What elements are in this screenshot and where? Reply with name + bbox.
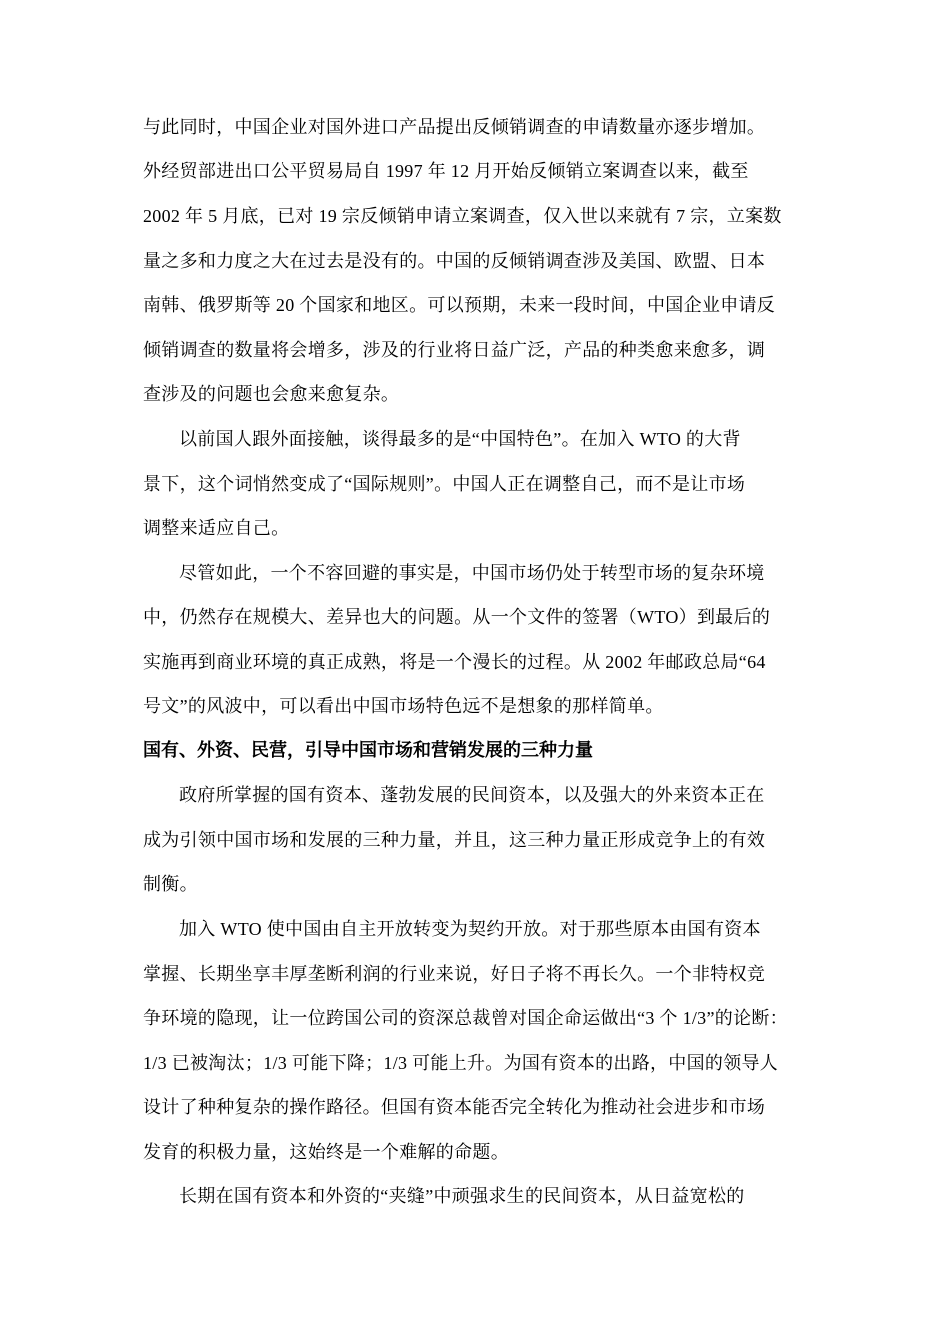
text-line: 发育的积极力量，这始终是一个难解的命题。 <box>143 1142 509 1162</box>
text-line: 调整来适应自己。 <box>143 518 290 538</box>
text-line: 与此同时，中国企业对国外进口产品提出反倾销调查的申请数量亦逐步增加。 <box>143 117 766 137</box>
text-line: 成为引领中国市场和发展的三种力量，并且，这三种力量正形成竞争上的有效 <box>143 830 766 850</box>
text-line: 量之多和力度之大在过去是没有的。中国的反倾销调查涉及美国、欧盟、日本 <box>143 251 766 271</box>
text-line: 外经贸部进出口公平贸易局自 1997 年 12 月开始反倾销立案调查以来，截至 <box>143 161 749 181</box>
text-line: 政府所掌握的国有资本、蓬勃发展的民间资本，以及强大的外来资本正在 <box>179 785 765 805</box>
text-line: 倾销调查的数量将会增多，涉及的行业将日益广泛，产品的种类愈来愈多，调 <box>143 340 766 360</box>
text-line: 长期在国有资本和外资的“夹缝”中顽强求生的民间资本，从日益宽松的 <box>179 1186 745 1206</box>
text-line: 设计了种种复杂的操作路径。但国有资本能否完全转化为推动社会进步和市场 <box>143 1097 766 1117</box>
text-line: 争环境的隐现，让一位跨国公司的资深总裁曾对国企命运做出“3 个 1/3”的论断： <box>143 1008 788 1028</box>
text-line: 制衡。 <box>143 874 198 894</box>
text-line: 南韩、俄罗斯等 20 个国家和地区。可以预期，未来一段时间，中国企业申请反 <box>143 295 776 315</box>
text-line: 中，仍然存在规模大、差异也大的问题。从一个文件的签署（WTO）到最后的 <box>143 607 771 627</box>
section-heading: 国有、外资、民营，引导中国市场和营销发展的三种力量 <box>143 740 593 761</box>
text-line: 景下，这个词悄然变成了“国际规则”。中国人正在调整自己，而不是让市场 <box>143 474 746 494</box>
text-line: 以前国人跟外面接触，谈得最多的是“中国特色”。在加入 WTO 的大背 <box>179 429 741 449</box>
text-line: 实施再到商业环境的真正成熟，将是一个漫长的过程。从 2002 年邮政总局“64 <box>143 652 766 672</box>
text-line: 2002 年 5 月底，已对 19 宗反倾销申请立案调查，仅入世以来就有 7 宗，立案数 <box>143 206 782 226</box>
text-line: 1/3 已被淘汰；1/3 可能下降；1/3 可能上升。为国有资本的出路，中国的领导人 <box>143 1053 779 1073</box>
text-line: 查涉及的问题也会愈来愈复杂。 <box>143 384 400 404</box>
text-line: 掌握、长期坐享丰厚垄断利润的行业来说，好日子将不再长久。一个非特权竞 <box>143 964 766 984</box>
text-line: 尽管如此，一个不容回避的事实是，中国市场仍处于转型市场的复杂环境 <box>179 563 765 583</box>
text-line: 号文”的风波中，可以看出中国市场特色远不是想象的那样简单。 <box>143 696 664 716</box>
text-line: 加入 WTO 使中国由自主开放转变为契约开放。对于那些原本由国有资本 <box>179 919 761 939</box>
